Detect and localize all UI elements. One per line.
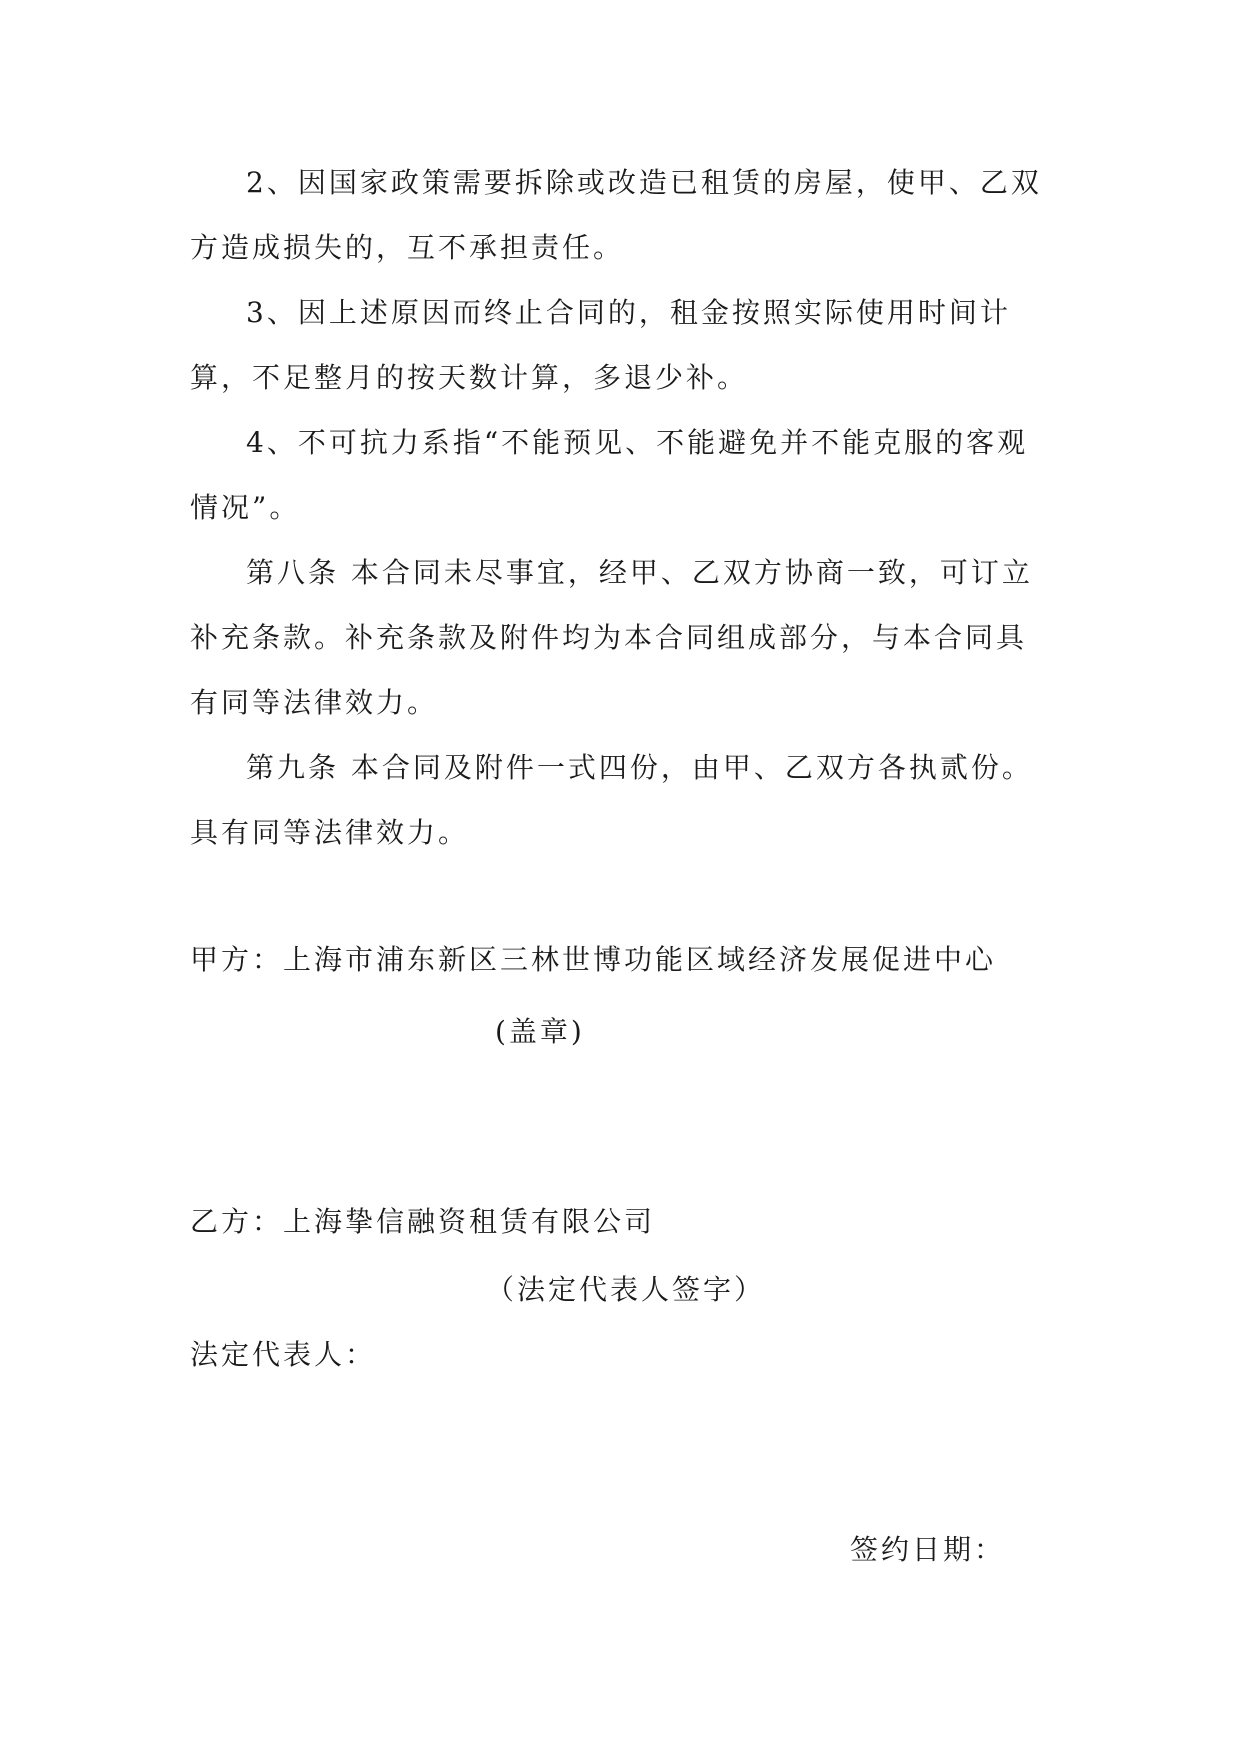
party-a-label: 甲方：上海市浦东新区三林世博功能区域经济发展促进中心: [190, 943, 997, 976]
party-b-label: 乙方：上海挚信融资租赁有限公司: [190, 1205, 656, 1238]
party-b-sign-note: （法定代表人签字）: [486, 1273, 766, 1306]
clause-3: 3、因上述原因而终止合同的，租金按照实际使用时间计算，不足整月的按天数计算，多退少补。: [190, 296, 1011, 394]
clause-4: 4、不可抗力系指“不能预见、不能避免并不能克服的客观情况”。: [190, 426, 1029, 524]
sign-date-label: 签约日期：: [850, 1533, 1006, 1566]
article-9: 第九条 本合同及附件一式四份，由甲、乙双方各执贰份。具有同等法律效力。: [190, 751, 1033, 849]
party-a-seal: (盖章): [495, 1015, 585, 1048]
legal-representative-label: 法定代表人：: [190, 1338, 377, 1371]
clause-2: 2、因国家政策需要拆除或改造已租赁的房屋，使甲、乙双方造成损失的，互不承担责任。: [190, 166, 1042, 264]
article-8: 第八条 本合同未尽事宜，经甲、乙双方协商一致，可订立补充条款。补充条款及附件均为本合同组成部分，与本合同具有同等法律效力。: [190, 556, 1033, 719]
